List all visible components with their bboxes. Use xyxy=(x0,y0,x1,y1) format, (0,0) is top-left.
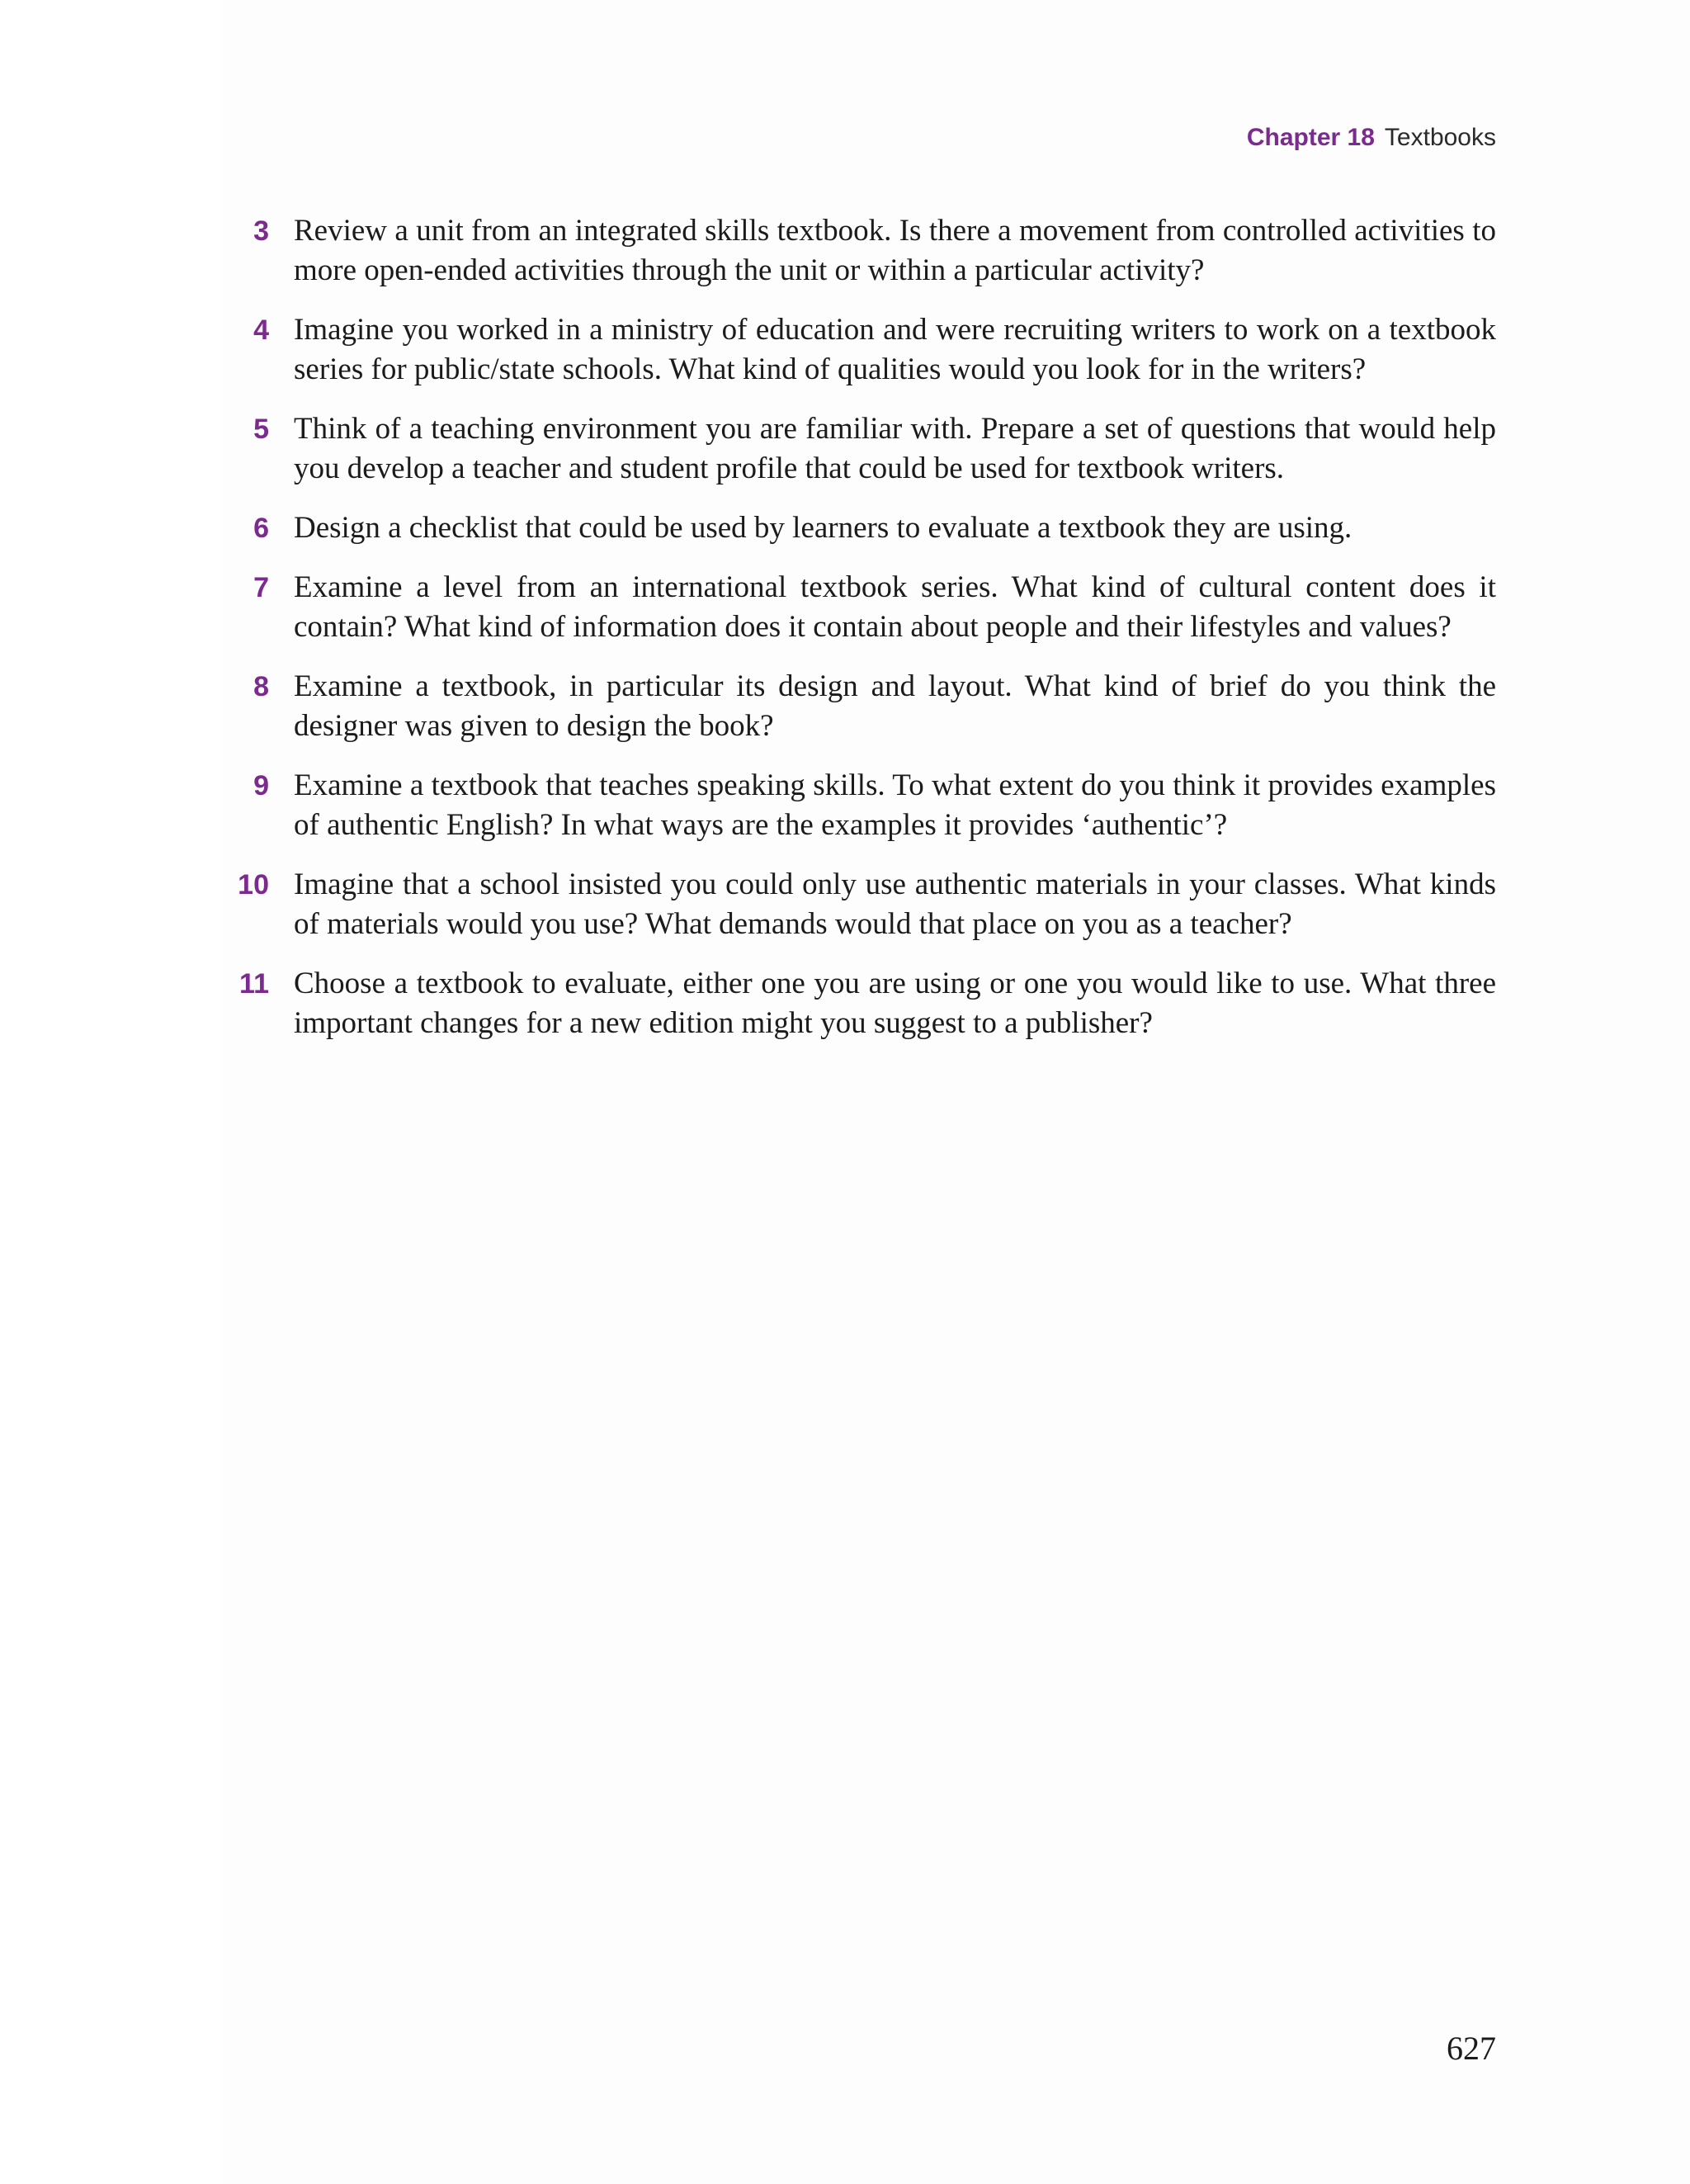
exercise-item xyxy=(223,508,1496,548)
chapter-label: Chapter 18 xyxy=(1246,124,1375,151)
exercise-text: Review a unit from an integrated skills textbook. Is there a movement from controlled activities to more open-ended activities through the unit or within a particular activity? xyxy=(294,214,1496,287)
exercise-number: 5 xyxy=(253,414,269,445)
exercise-text: Design a checklist that could be used by learners to evaluate a textbook they are using. xyxy=(294,511,1352,545)
exercise-text: Choose a textbook to evaluate, either one you are using or one you would like to use. What three important changes for a new edition might you suggest to a publisher? xyxy=(294,967,1496,1040)
exercise-number: 4 xyxy=(253,314,269,346)
exercise-number: 6 xyxy=(253,513,269,544)
exercise-item xyxy=(223,409,1496,489)
exercise-item xyxy=(223,211,1496,291)
exercise-text: Examine a textbook, in particular its design and layout. What kind of brief do you think the designer was given to design the book? xyxy=(294,669,1496,743)
exercise-number: 3 xyxy=(253,215,269,247)
exercise-item xyxy=(223,766,1496,845)
exercise-item xyxy=(223,964,1496,1043)
exercise-text: Examine a level from an international textbook series. What kind of cultural content does it contain? What kind of information does it contain about people and their lifestyles and values? xyxy=(294,570,1496,644)
page-number: 627 xyxy=(1447,2030,1496,2067)
chapter-title: Textbooks xyxy=(1384,124,1496,151)
exercise-number: 8 xyxy=(253,671,269,702)
exercise-number: 11 xyxy=(239,968,269,1000)
exercise-number: 10 xyxy=(238,869,269,901)
exercise-item xyxy=(223,568,1496,647)
exercise-list xyxy=(223,211,1496,1063)
exercise-number: 7 xyxy=(253,572,269,603)
exercise-text: Imagine you worked in a ministry of education and were recruiting writers to work on a textbook series for public/state schools. What kind of qualities would you look for in the writers? xyxy=(294,313,1496,386)
exercise-item xyxy=(223,310,1496,390)
exercise-number: 9 xyxy=(253,770,269,801)
exercise-text: Examine a textbook that teaches speaking skills. To what extent do you think it provides examples of authentic English? In what ways are the examples it provides ‘authentic’? xyxy=(294,768,1496,842)
running-header xyxy=(1247,125,1496,150)
exercise-text: Think of a teaching environment you are familiar with. Prepare a set of questions that would help you develop a teacher and student profile that could be used for textbook writers. xyxy=(294,412,1496,485)
exercise-item xyxy=(223,865,1496,944)
exercise-text: Imagine that a school insisted you could only use authentic materials in your classes. What kinds of materials would you use? What demands would that place on you as a teacher? xyxy=(294,867,1496,941)
exercise-item xyxy=(223,667,1496,746)
